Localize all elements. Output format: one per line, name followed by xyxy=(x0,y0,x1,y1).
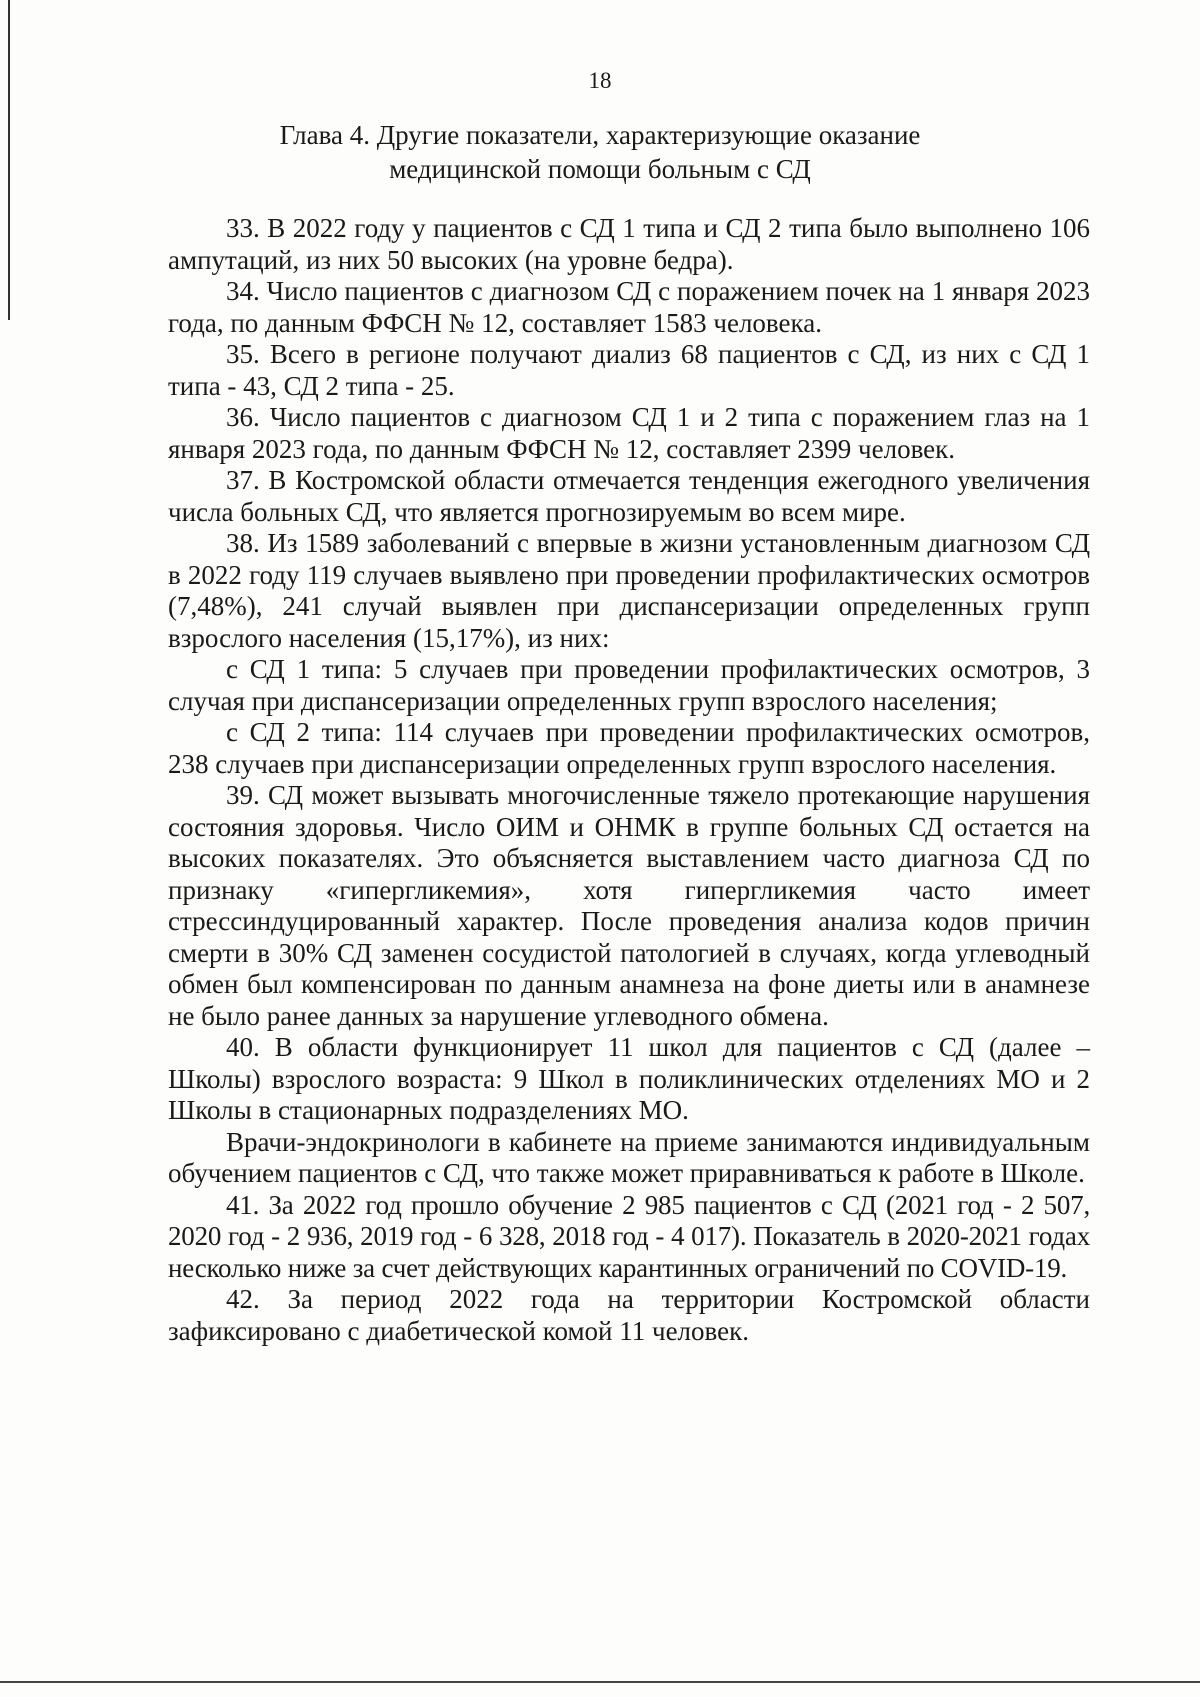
chapter-title xyxy=(220,118,980,186)
paragraph-39: 39. СД может вызывать многочисленные тяжело протекающие нарушения состояния здоровья. Число ОИМ и ОНМК в группе больных СД остается на высоких показателях. Это объясняется выставлением часто диагноза СД по признаку «гипергликемия», хотя гипергликемия часто имеет стрессиндуцированный характер. После проведения анализа кодов причин смерти в 30% СД заменен сосудистой патологией в случаях, когда углеводный обмен был компенсирован по данным анамнеза на фоне диеты или в анамнезе не было ранее данных за нарушение углеводного обмена. xyxy=(168,780,1090,1031)
chapter-title-line-2: медицинской помощи больным с СД xyxy=(389,154,811,184)
paragraph-41: 41. За 2022 год прошло обучение 2 985 пациентов с СД (2021 год - 2 507, 2020 год - 2 936, 2019 год - 6 328, 2018 год - 4 017). Показатель в 2020-2021 годах несколько ниже за счет действующих карантинных ограничений по COVID-19. xyxy=(168,1189,1090,1283)
page-number: 18 xyxy=(588,68,612,93)
paragraph-40-endocrinologists: Врачи-эндокринологи в кабинете на приеме занимаются индивидуальным обучением пациентов с СД, что также может приравниваться к работе в Школе. xyxy=(168,1126,1090,1188)
scan-edge-left xyxy=(8,0,10,320)
paragraph-38: 38. Из 1589 заболеваний с впервые в жизни установленным диагнозом СД в 2022 году 119 случаев выявлено при проведении профилактических осмотров (7,48%), 241 случай выявлен при диспансеризации определенных групп взрослого населения (15,17%), из них: xyxy=(168,528,1090,653)
paragraph-40: 40. В области функционирует 11 школ для пациентов с СД (далее – Школы) взрослого возраста: 9 Школ в поликлинических отделениях МО и 2 Школы в стационарных подразделениях МО. xyxy=(168,1032,1090,1125)
paragraph-38-type1: с СД 1 типа: 5 случаев при проведении профилактических осмотров, 3 случая при диспансеризации определенных групп взрослого населения; xyxy=(168,654,1090,716)
paragraph-37: 37. В Костромской области отмечается тенденция ежегодного увеличения числа больных СД, что является прогнозируемым во всем мире. xyxy=(168,465,1090,527)
chapter-title-line-1: Глава 4. Другие показатели, характеризующие оказание xyxy=(279,120,921,150)
paragraph-33: 33. В 2022 году у пациентов с СД 1 типа и СД 2 типа было выполнено 106 ампутаций, из них 50 высоких (на уровне бедра). xyxy=(168,213,1090,275)
scan-edge-bottom xyxy=(0,1681,1200,1683)
paragraph-35: 35. Всего в регионе получают диализ 68 пациентов с СД, из них с СД 1 типа - 43, СД 2 типа - 25. xyxy=(168,339,1090,401)
paragraph-42: 42. За период 2022 года на территории Костромской области зафиксировано с диабетической комой 11 человек. xyxy=(168,1284,1090,1346)
paragraph-36: 36. Число пациентов с диагнозом СД 1 и 2 типа с поражением глаз на 1 января 2023 года, по данным ФФСН № 12, составляет 2399 человек. xyxy=(168,402,1090,464)
paragraph-38-type2: с СД 2 типа: 114 случаев при проведении профилактических осмотров, 238 случаев при диспансеризации определенных групп взрослого населения. xyxy=(168,717,1090,779)
paragraph-34: 34. Число пациентов с диагнозом СД с поражением почек на 1 января 2023 года, по данным ФФСН № 12, составляет 1583 человека. xyxy=(168,276,1090,338)
document-body xyxy=(168,213,1090,1347)
